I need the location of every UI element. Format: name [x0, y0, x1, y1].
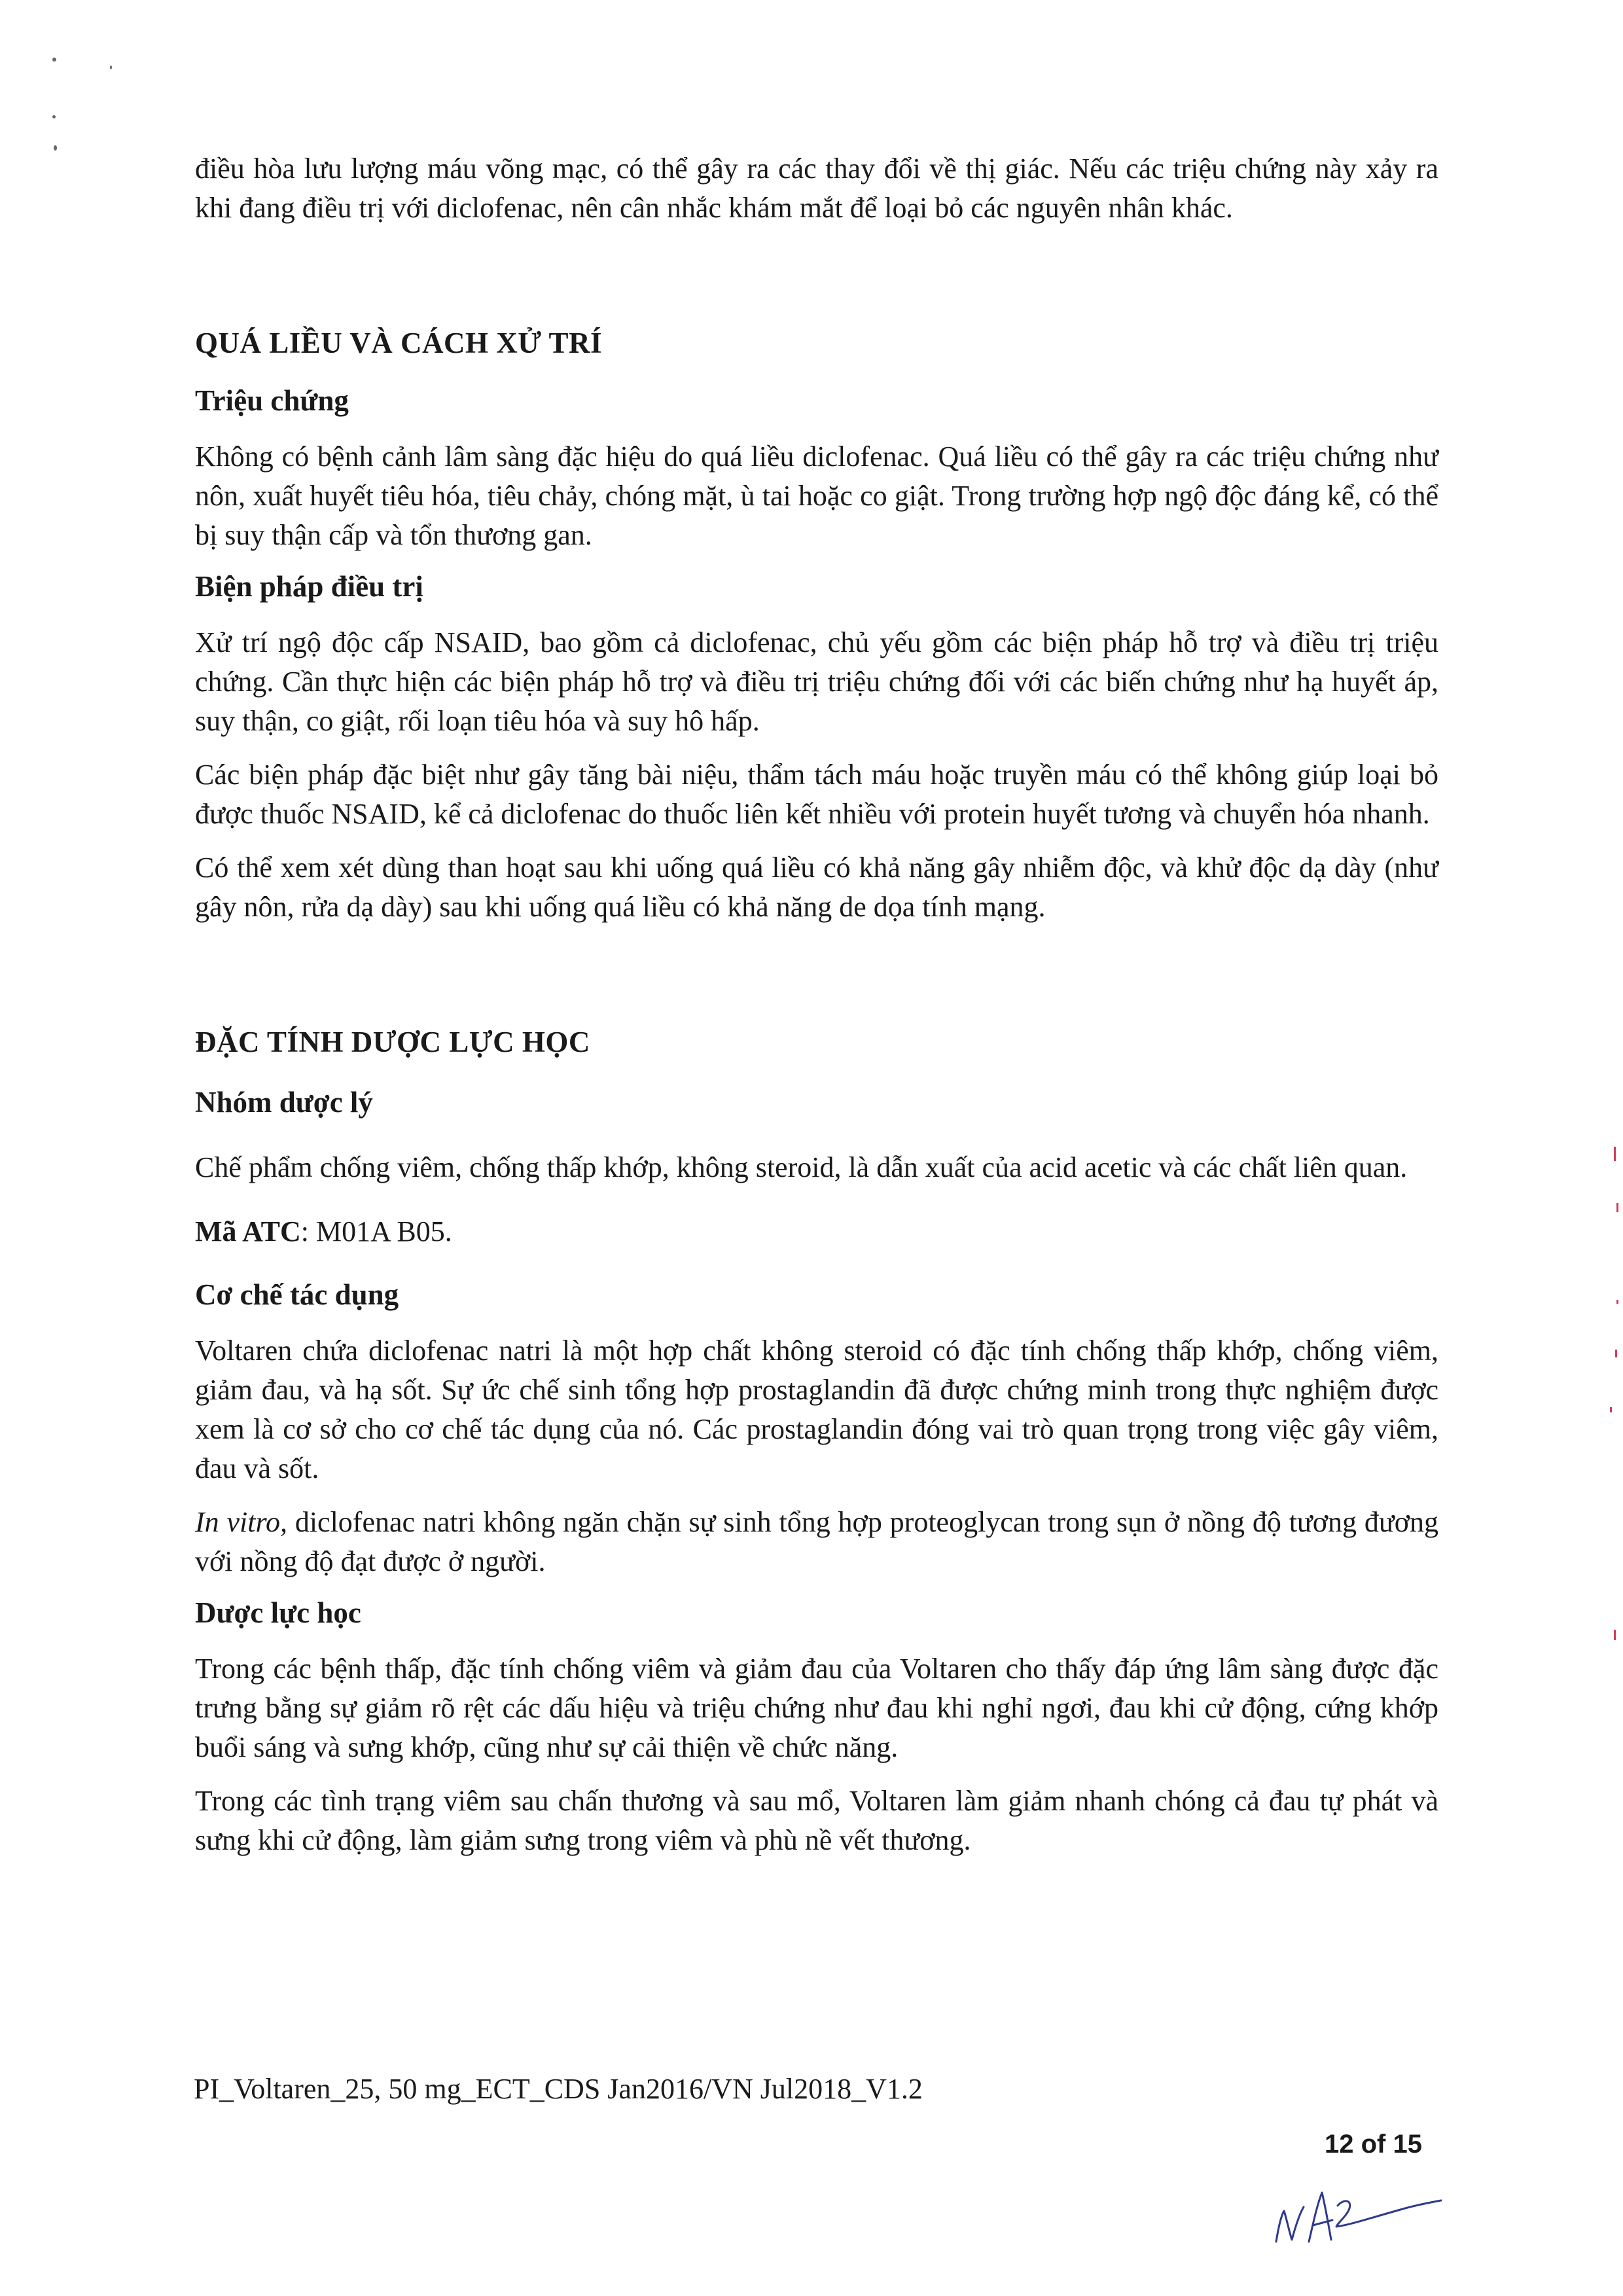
treatment-paragraph-1: Xử trí ngộ độc cấp NSAID, bao gồm cả diclofenac, chủ yếu gồm các biện pháp hỗ trợ và điều trị triệu chứng. Cần thực hiện các biện pháp hỗ trợ và điều trị triệu chứng đối với các biến chứng như hạ huyết áp, suy thận, co giật, rối loạn tiêu hóa và suy hô hấp.: [195, 626, 1438, 737]
document-code: PI_Voltaren_25, 50 mg_ECT_CDS Jan2016/VN Jul2018_V1.2: [194, 2073, 923, 2105]
pharmacodynamics-heading: ĐẶC TÍNH DƯỢC LỰC HỌC: [195, 1026, 590, 1058]
treatment-paragraph-2: Các biện pháp đặc biệt như gây tăng bài niệu, thẩm tách máu hoặc truyền máu có thể không giúp loại bỏ được thuốc NSAID, kể cả diclofenac do thuốc liên kết nhiều với protein huyết tương và chuyển hóa nhanh.: [195, 759, 1438, 830]
atc-label: Mã ATC: [195, 1215, 301, 1247]
treatment-paragraph-3: Có thể xem xét dùng than hoạt sau khi uống quá liều có khả năng gây nhiễm độc, và khử độc dạ dày (như gây nôn, rửa dạ dày) sau khi uống quá liều có khả năng de dọa tính mạng.: [195, 852, 1438, 923]
page-number: 12 of 15: [1325, 2130, 1422, 2159]
margin-mark: [1616, 1300, 1618, 1304]
mechanism-paragraph-2-text: diclofenac natri không ngăn chặn sự sinh tổng hợp proteoglycan trong sụn ở nồng độ tương đương với nồng độ đạt được ở người.: [195, 1506, 1438, 1577]
margin-mark: [1614, 1147, 1616, 1161]
handwritten-signature: [1270, 2179, 1446, 2251]
pharmacodynamic-effects-paragraph-1: Trong các bệnh thấp, đặc tính chống viêm và giảm đau của Voltaren cho thấy đáp ứng lâm sàng được đặc trưng bằng sự giảm rõ rệt các dấu hiệu và triệu chứng như đau khi nghỉ ngơi, đau khi cử động, cứng khớp buổi sáng và sưng khớp, cũng như sự cải thiện về chức năng.: [195, 1653, 1438, 1763]
symptoms-heading: Triệu chứng: [195, 384, 349, 417]
atc-value: : M01A B05.: [300, 1215, 452, 1247]
margin-mark: [1615, 1350, 1617, 1357]
scan-speck: [52, 58, 56, 62]
in-vitro-term: In vitro,: [195, 1506, 287, 1538]
mechanism-paragraph-2: [195, 1503, 1438, 1581]
pharmacodynamic-effects-heading: Dược lực học: [195, 1596, 361, 1629]
intro-paragraph: điều hòa lưu lượng máu võng mạc, có thể gây ra các thay đổi về thị giác. Nếu các triệu chứng này xảy ra khi đang điều trị với diclofenac, nên cân nhắc khám mắt để loại bỏ các nguyên nhân khác.: [195, 152, 1438, 224]
pharmacological-group-paragraph: Chế phẩm chống viêm, chống thấp khớp, không steroid, là dẫn xuất của acid acetic và các chất liên quan.: [195, 1151, 1408, 1183]
symptoms-paragraph: Không có bệnh cảnh lâm sàng đặc hiệu do quá liều diclofenac. Quá liều có thể gây ra các triệu chứng như nôn, xuất huyết tiêu hóa, tiêu chảy, chóng mặt, ù tai hoặc co giật. Trong trường hợp ngộ độc đáng kể, có thể bị suy thận cấp và tổn thương gan.: [195, 440, 1438, 551]
overdose-section: [195, 326, 1438, 927]
pharmacodynamics-section: [195, 1025, 1438, 1860]
treatment-heading: Biện pháp điều trị: [195, 570, 423, 603]
mechanism-paragraph-1: Voltaren chứa diclofenac natri là một hợp chất không steroid có đặc tính chống thấp khớp, chống viêm, giảm đau, và hạ sốt. Sự ức chế sinh tổng hợp prostaglandin đã được chứng minh trong thực nghiệm được xem là cơ sở cho cơ chế tác dụng của nó. Các prostaglandin đóng vai trò quan trọng trong việc gây viêm, đau và sốt.: [195, 1335, 1438, 1484]
margin-mark: [1614, 1630, 1616, 1640]
atc-code-line: [195, 1212, 1438, 1251]
pharmacological-group-heading: Nhóm dược lý: [195, 1086, 373, 1119]
margin-mark: [1616, 1203, 1618, 1212]
pharmacodynamic-effects-paragraph-2: Trong các tình trạng viêm sau chấn thương và sau mổ, Voltaren làm giảm nhanh chóng cả đau tự phát và sưng khi cử động, làm giảm sưng trong viêm và phù nề vết thương.: [195, 1785, 1438, 1856]
scan-speck: [54, 145, 57, 151]
overdose-heading: QUÁ LIỀU VÀ CÁCH XỬ TRÍ: [195, 327, 602, 359]
document-body: [195, 149, 1438, 1860]
scan-speck: [110, 65, 112, 69]
scan-speck: [52, 115, 56, 118]
margin-mark: [1610, 1407, 1612, 1412]
mechanism-heading: Cơ chế tác dụng: [195, 1278, 399, 1311]
